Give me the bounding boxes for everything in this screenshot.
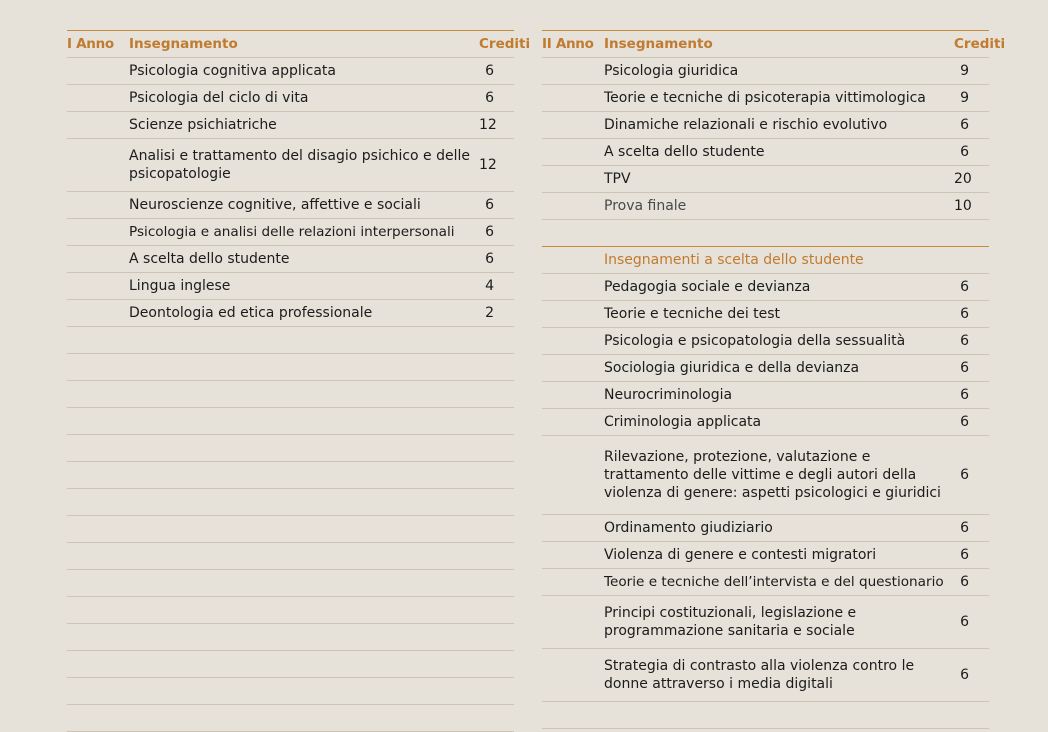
empty-row: [67, 381, 514, 408]
table-row: [542, 569, 989, 596]
course-credits: 6: [960, 387, 969, 403]
empty-row: [67, 570, 514, 597]
course-name: Strategia di contrasto alla violenza contro le donne attraverso i media digitali: [604, 658, 915, 692]
empty-row: [67, 705, 514, 732]
course-name: Teorie e tecniche dei test: [604, 306, 781, 322]
second-year-table: [542, 30, 1006, 729]
course-name: A scelta dello studente: [604, 144, 765, 160]
table-row: [542, 382, 989, 409]
course-name: Ordinamento giudiziario: [604, 520, 773, 536]
course-credits: 4: [485, 278, 494, 294]
empty-row: [67, 489, 514, 516]
course-name: Scienze psichiatriche: [129, 117, 277, 133]
table-row: [542, 85, 989, 112]
course-name: Deontologia ed etica professionale: [129, 305, 373, 321]
course-name: Prova finale: [604, 198, 687, 214]
table-row: [67, 246, 514, 273]
empty-row: [67, 435, 514, 462]
table-row: [542, 328, 989, 355]
course-credits: 6: [960, 117, 969, 133]
table-row: [542, 542, 989, 569]
table-row: [542, 58, 989, 85]
course-name: Rilevazione, protezione, valutazione e trattamento delle vittime e degli autori della violenza di genere: aspetti psicologici e giuridici: [604, 449, 941, 501]
table-row: [67, 112, 514, 139]
course-credits: 6: [960, 333, 969, 349]
table-row: [542, 274, 989, 301]
course-credits: 6: [485, 224, 494, 240]
table-row: [542, 193, 989, 220]
empty-row: [67, 516, 514, 543]
empty-row: [67, 327, 514, 354]
course-credits: 6: [960, 414, 969, 430]
course-credits: 9: [960, 90, 969, 106]
course-name: TPV: [604, 171, 631, 187]
table-row: [542, 515, 989, 542]
course-name: Neuroscienze cognitive, affettive e sociali: [129, 197, 421, 213]
course-name: Psicologia cognitiva applicata: [129, 63, 336, 79]
table-row: [67, 85, 514, 112]
table-row: [67, 139, 514, 192]
table-row: [67, 219, 514, 246]
table-row: [542, 596, 989, 649]
course-name: Pedagogia sociale e devianza: [604, 279, 811, 295]
course-credits: 6: [960, 467, 969, 483]
course-name: Neurocriminologia: [604, 387, 733, 403]
course-name: Sociologia giuridica e della devianza: [604, 360, 860, 376]
table-row: [67, 192, 514, 219]
course-name: Teorie e tecniche dell’intervista e del questionario: [604, 574, 944, 590]
table-row: [542, 139, 989, 166]
course-name: Teorie e tecniche di psicoterapia vittimologica: [604, 90, 926, 106]
table-row: [542, 649, 989, 702]
empty-row: [67, 462, 514, 489]
course-credits: 6: [485, 63, 494, 79]
table-row: [67, 58, 514, 85]
course-credits: 20: [954, 171, 972, 187]
course-credits: 6: [485, 90, 494, 106]
course-credits: 6: [960, 144, 969, 160]
section-divider: [542, 220, 989, 247]
course-credits: 6: [485, 251, 494, 267]
course-header: Insegnamento: [129, 36, 238, 52]
course-credits: 6: [960, 306, 969, 322]
course-name: Dinamiche relazionali e rischio evolutivo: [604, 117, 888, 133]
course-credits: 6: [960, 667, 969, 683]
course-name: A scelta dello studente: [129, 251, 290, 267]
course-name: Psicologia e psicopatologia della sessualità: [604, 333, 906, 349]
electives-title: Insegnamenti a scelta dello studente: [604, 252, 864, 268]
empty-row: [67, 354, 514, 381]
table-row: [67, 273, 514, 300]
course-name: Principi costituzionali, legislazione e programmazione sanitaria e sociale: [604, 605, 857, 639]
course-credits: 12: [479, 157, 497, 173]
empty-row: [67, 624, 514, 651]
table-row: [542, 112, 989, 139]
table-row: [67, 300, 514, 327]
course-credits: 6: [960, 547, 969, 563]
empty-row: [67, 597, 514, 624]
empty-row: [542, 702, 989, 729]
course-name: Psicologia giuridica: [604, 63, 739, 79]
year-header: I Anno: [67, 36, 114, 52]
year-header: II Anno: [542, 36, 594, 52]
course-credits: 6: [960, 574, 969, 590]
table-row: [542, 301, 989, 328]
course-name: Psicologia e analisi delle relazioni interpersonali: [129, 224, 455, 240]
course-name: Criminologia applicata: [604, 414, 762, 430]
course-name: Psicologia del ciclo di vita: [129, 90, 309, 106]
empty-row: [67, 678, 514, 705]
electives-title-row: [542, 247, 989, 274]
course-credits: 6: [960, 279, 969, 295]
course-credits: 10: [954, 198, 972, 214]
second-year-header-row: [542, 31, 1006, 58]
first-year-table: [67, 30, 531, 732]
empty-row: [67, 543, 514, 570]
table-row: [542, 409, 989, 436]
empty-row: [67, 408, 514, 435]
empty-row: [67, 651, 514, 678]
course-header: Insegnamento: [604, 36, 713, 52]
first-year-header-row: [67, 31, 531, 58]
table-row: [542, 166, 989, 193]
credits-header: Crediti: [954, 36, 1006, 52]
course-credits: 12: [479, 117, 497, 133]
course-credits: 2: [485, 305, 494, 321]
course-credits: 6: [960, 360, 969, 376]
course-credits: 9: [960, 63, 969, 79]
course-name: Lingua inglese: [129, 278, 231, 294]
course-credits: 6: [485, 197, 494, 213]
course-name: Violenza di genere e contesti migratori: [604, 547, 877, 563]
course-name: Analisi e trattamento del disagio psichico e delle psicopatologie: [129, 148, 470, 182]
table-row: [542, 436, 989, 515]
table-row: [542, 355, 989, 382]
course-credits: 6: [960, 520, 969, 536]
credits-header: Crediti: [479, 36, 531, 52]
course-credits: 6: [960, 614, 969, 630]
